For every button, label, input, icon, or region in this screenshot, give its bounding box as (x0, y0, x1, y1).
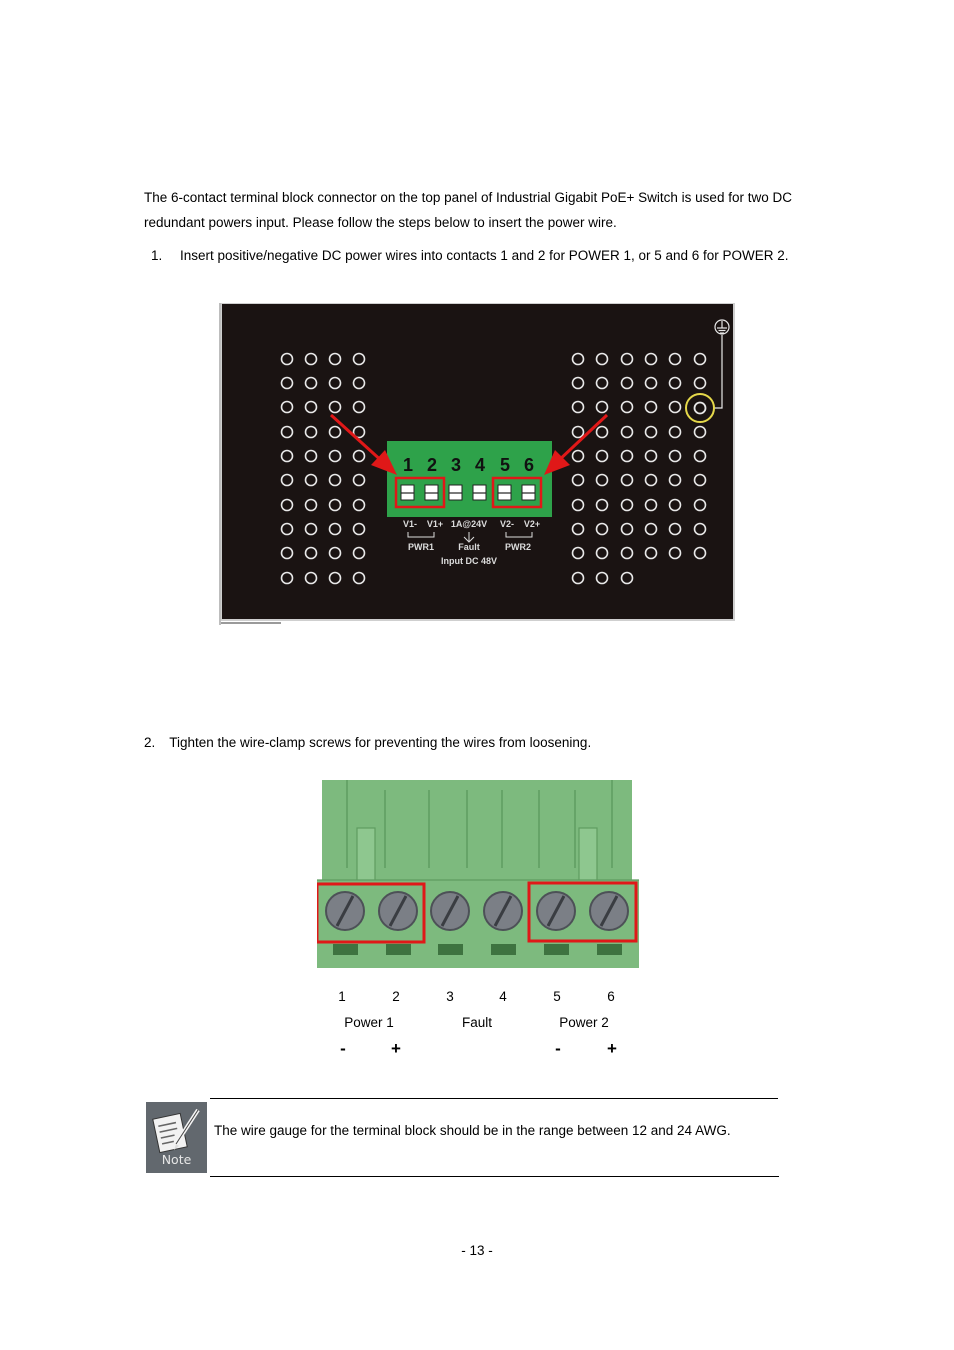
label-v1-minus: V1- (402, 519, 418, 529)
step-1-number: 1. (151, 248, 163, 263)
step-2-number: 2. (144, 735, 156, 750)
legend-number-5: 5 (553, 989, 561, 1004)
step-2-text: Tighten the wire-clamp screws for preventing the wires from loosening. (169, 735, 592, 750)
contact-number-1: 1 (402, 455, 414, 475)
contact-number-6: 6 (523, 455, 535, 475)
label-fault-rating: 1A@24V (450, 519, 488, 529)
note-icon (146, 1102, 207, 1173)
legend-number-1: 1 (338, 989, 346, 1004)
contact-number-5: 5 (499, 455, 511, 475)
legend-group-fault: Fault (461, 1015, 492, 1030)
intro-paragraph: The 6-contact terminal block connector on the top panel of Industrial Gigabit PoE+ Switch is used for two DC redundant powers input. Please follow the steps below to insert the power wire. (144, 190, 792, 230)
note-icon-label: Note (161, 1152, 192, 1167)
contact-number-3: 3 (450, 455, 462, 475)
terminal-block-photo (317, 780, 639, 968)
step-1-text: Insert positive/negative DC power wires into contacts 1 and 2 for POWER 1, or 5 and 6 for POWER 2. (180, 248, 789, 263)
legend-group-power-2: Power 2 (559, 1015, 609, 1030)
legend-number-3: 3 (446, 989, 454, 1004)
switch-top-panel-photo (219, 303, 736, 627)
legend-sign-power1-minus: - (340, 1039, 346, 1058)
legend-number-2: 2 (392, 989, 400, 1004)
note-top-rule (210, 1098, 778, 1099)
label-v2-minus: V2- (499, 519, 515, 529)
contact-number-4: 4 (474, 455, 486, 475)
step-2 (144, 733, 591, 752)
legend-group-power-1: Power 1 (344, 1015, 394, 1030)
label-input-dc: Input DC 48V (440, 556, 498, 566)
legend-sign-power2-plus: + (607, 1039, 617, 1058)
legend-number-4: 4 (499, 989, 507, 1004)
label-fault: Fault (458, 542, 480, 552)
page-number: - 13 - (461, 1243, 493, 1258)
note-text: The wire gauge for the terminal block should be in the range between 12 and 24 AWG. (214, 1123, 731, 1138)
legend-sign-power2-minus: - (555, 1039, 561, 1058)
note-bottom-rule (210, 1176, 779, 1177)
contact-number-2: 2 (426, 455, 438, 475)
legend-sign-power1-plus: + (391, 1039, 401, 1058)
label-v2-plus: V2+ (523, 519, 541, 529)
label-pwr2: PWR2 (504, 542, 532, 552)
label-v1-plus: V1+ (426, 519, 444, 529)
label-pwr1: PWR1 (407, 542, 435, 552)
legend-number-6: 6 (607, 989, 615, 1004)
